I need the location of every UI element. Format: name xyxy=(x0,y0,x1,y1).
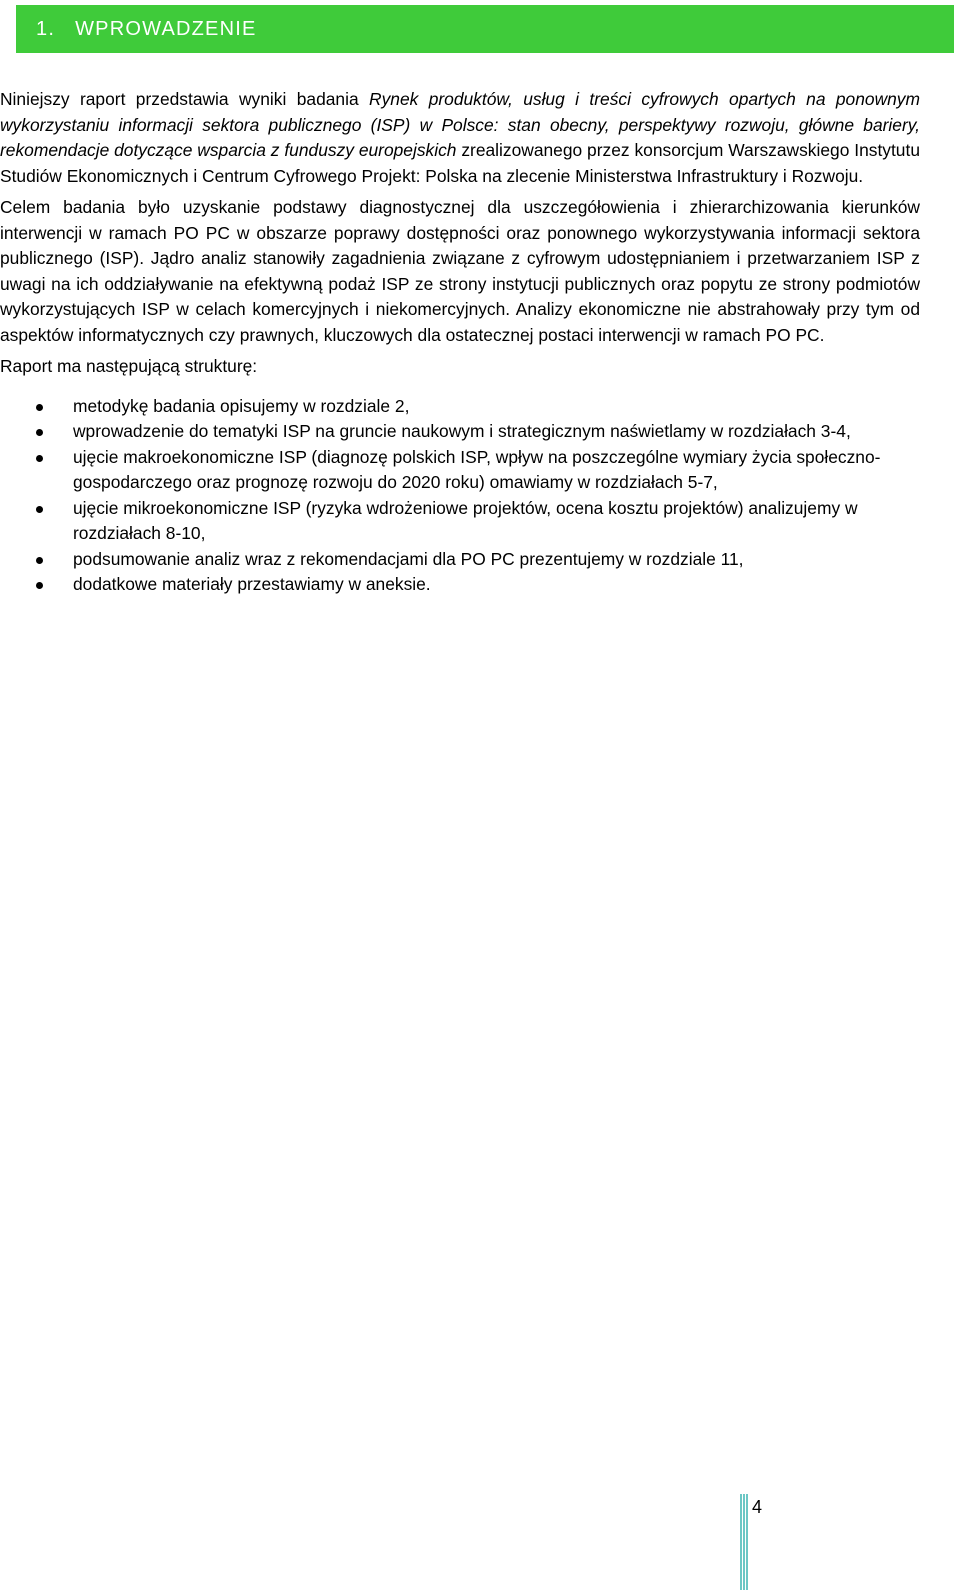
list-item-text: ujęcie makroekonomiczne ISP (diagnozę polskich ISP, wpływ na poszczególne wymiary życia społeczno-gospodarczego oraz prognozę rozwoju do 2020 roku) omawiamy w rozdziałach 5-7, xyxy=(73,446,881,492)
structure-list xyxy=(0,394,920,598)
intro-text-start: Niniejszy raport przedstawia wyniki badania xyxy=(0,89,370,109)
page-footer xyxy=(740,1494,820,1590)
bullet-icon xyxy=(36,455,43,462)
intro-paragraph xyxy=(0,87,920,189)
section-title: WPROWADZENIE xyxy=(75,17,257,40)
bullet-icon xyxy=(36,557,43,564)
intro-text-end: zrealizowanego przez konsorcjum Warszawskiego Instytutu Studiów Ekonomicznych i Centrum Cyfrowego Projekt: Polska na zlecenie Ministerstwa Infrastruktury i Rozwoju. xyxy=(0,140,920,186)
list-item xyxy=(0,572,920,598)
section-number: 1. xyxy=(36,17,56,40)
footer-rule xyxy=(743,1494,745,1590)
footer-rule xyxy=(746,1494,748,1590)
list-item xyxy=(0,496,920,547)
structure-intro: Raport ma następującą strukturę: xyxy=(0,356,258,376)
bullet-icon xyxy=(36,582,43,589)
page-number: 4 xyxy=(752,1497,763,1517)
footer-rule xyxy=(740,1494,742,1590)
list-item-text: metodykę badania opisujemy w rozdziale 2, xyxy=(73,395,410,416)
section-heading-bar xyxy=(16,5,954,53)
list-item-text: ujęcie mikroekonomiczne ISP (ryzyka wdrożeniowe projektów, ocena kosztu projektów) analizujemy w rozdziałach 8-10, xyxy=(73,497,858,543)
list-item xyxy=(0,419,920,445)
list-item-text: dodatkowe materiały przestawiamy w aneksie. xyxy=(73,574,431,594)
bullet-icon xyxy=(36,506,43,513)
list-item-text: podsumowanie analiz wraz z rekomendacjami dla PO PC prezentujemy w rozdziale 11, xyxy=(73,548,744,569)
bullet-icon xyxy=(36,429,43,436)
study-title: Rynek produktów, usług i treści cyfrowych opartych na ponownym wykorzystaniu informacji sektora publicznego (ISP) w Polsce: stan obecny, perspektywy rozwoju, główne bariery, rekomendacje dotyczące wsparcia z funduszy europejskich xyxy=(0,89,920,160)
bullet-icon xyxy=(36,404,43,411)
list-item xyxy=(0,445,920,496)
list-item-text: wprowadzenie do tematyki ISP na gruncie naukowym i strategicznym naświetlamy w rozdziałach 3-4, xyxy=(73,421,851,441)
list-item xyxy=(0,547,920,573)
document-body xyxy=(0,87,920,598)
goal-paragraph: Celem badania było uzyskanie podstawy diagnostycznej dla uszczegółowienia i zhierarchizowania kierunków interwencji w ramach PO PC w obszarze poprawy dostępności oraz ponownego wykorzystywania informacji sektora publicznego (ISP). Jądro analiz stanowiły zagadnienia związane z cyfrowym udostępnianiem i przetwarzaniem ISP z uwagi na ich oddziaływanie na efektywną podaż ISP ze strony instytucji publicznych oraz popytu ze strony podmiotów wykorzystujących ISP w celach komercyjnych i niekomercyjnych. Analizy ekonomiczne nie abstrahowały przy tym od aspektów informatycznych czy prawnych, kluczowych dla ostatecznej postaci interwencji w ramach PO PC. xyxy=(0,197,920,345)
list-item xyxy=(0,394,920,420)
